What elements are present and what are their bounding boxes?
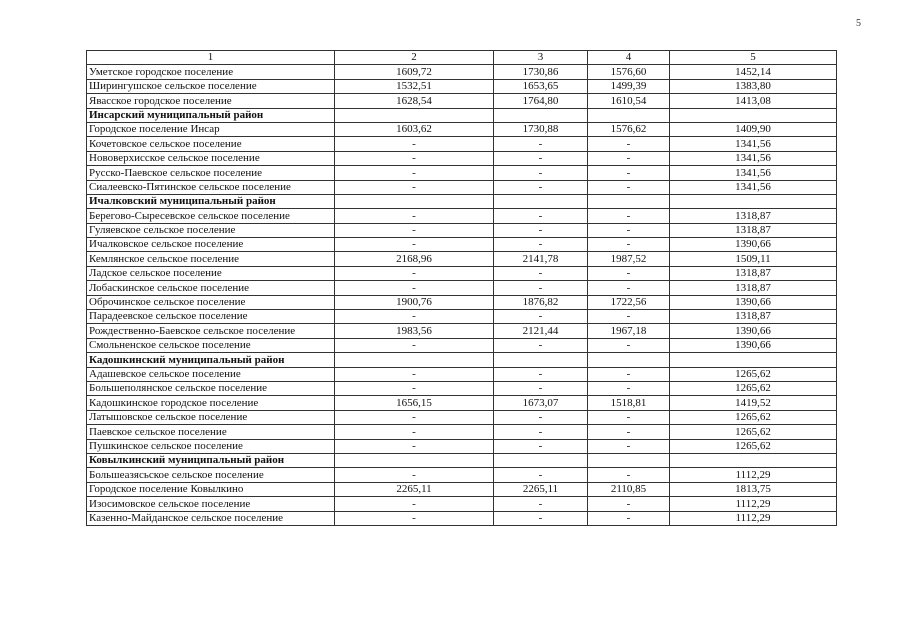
value-cell-c4 [588, 353, 670, 367]
value-cell-c5: 1452,14 [670, 65, 837, 79]
value-cell-c2: - [335, 468, 494, 482]
table-row [87, 281, 837, 295]
value-cell-c2: 1628,54 [335, 94, 494, 108]
table-row [87, 310, 837, 324]
value-cell-c4: - [588, 497, 670, 511]
value-cell-c2: - [335, 209, 494, 223]
value-cell-c3: - [494, 410, 588, 424]
value-cell-c3: - [494, 439, 588, 453]
settlement-name-cell: Большеполянское сельское поселение [87, 381, 335, 395]
value-cell-c3 [494, 453, 588, 467]
settlement-name-cell: Казенно-Майданское сельское поселение [87, 511, 335, 525]
value-cell-c4: 1499,39 [588, 79, 670, 93]
value-cell-c3: - [494, 223, 588, 237]
value-cell-c4: - [588, 338, 670, 352]
value-cell-c3: 1730,88 [494, 122, 588, 136]
value-cell-c3: - [494, 425, 588, 439]
value-cell-c4: - [588, 381, 670, 395]
settlement-name-cell: Берегово-Сыресевское сельское поселение [87, 209, 335, 223]
value-cell-c5: 1265,62 [670, 425, 837, 439]
table-row [87, 166, 837, 180]
value-cell-c5: 1390,66 [670, 295, 837, 309]
settlement-name-cell: Пушкинское сельское поселение [87, 439, 335, 453]
value-cell-c4: - [588, 310, 670, 324]
table-row [87, 180, 837, 194]
table-row [87, 439, 837, 453]
value-cell-c2: - [335, 266, 494, 280]
value-cell-c5: 1318,87 [670, 209, 837, 223]
header-cell: 5 [670, 51, 837, 65]
table-row [87, 209, 837, 223]
value-cell-c5: 1341,56 [670, 137, 837, 151]
table-row [87, 94, 837, 108]
district-name-cell: Кадошкинский муниципальный район [87, 353, 335, 367]
value-cell-c5: 1265,62 [670, 381, 837, 395]
value-cell-c3: 1673,07 [494, 396, 588, 410]
settlement-name-cell: Явасское городское поселение [87, 94, 335, 108]
value-cell-c5: 1112,29 [670, 511, 837, 525]
value-cell-c4: - [588, 281, 670, 295]
value-cell-c3: - [494, 209, 588, 223]
value-cell-c4: 1722,56 [588, 295, 670, 309]
table-row [87, 238, 837, 252]
value-cell-c3: - [494, 266, 588, 280]
value-cell-c3 [494, 353, 588, 367]
value-cell-c5 [670, 453, 837, 467]
value-cell-c3 [494, 194, 588, 208]
table-row [87, 468, 837, 482]
value-cell-c4: - [588, 367, 670, 381]
value-cell-c2 [335, 353, 494, 367]
settlement-name-cell: Смольненское сельское поселение [87, 338, 335, 352]
value-cell-c4: - [588, 209, 670, 223]
settlement-name-cell: Ширингушское сельское поселение [87, 79, 335, 93]
value-cell-c2: - [335, 151, 494, 165]
value-cell-c3: 1764,80 [494, 94, 588, 108]
value-cell-c5: 1341,56 [670, 166, 837, 180]
value-cell-c2: - [335, 223, 494, 237]
settlement-name-cell: Гуляевское сельское поселение [87, 223, 335, 237]
value-cell-c5: 1112,29 [670, 468, 837, 482]
value-cell-c4: 1610,54 [588, 94, 670, 108]
value-cell-c4 [588, 194, 670, 208]
value-cell-c3: - [494, 238, 588, 252]
value-cell-c3: - [494, 281, 588, 295]
value-cell-c4: - [588, 223, 670, 237]
table-row [87, 79, 837, 93]
value-cell-c5: 1413,08 [670, 94, 837, 108]
table-row [87, 122, 837, 136]
value-cell-c3: - [494, 338, 588, 352]
value-cell-c2: - [335, 166, 494, 180]
settlement-name-cell: Русско-Паевское сельское поселение [87, 166, 335, 180]
value-cell-c2: 1900,76 [335, 295, 494, 309]
settlement-name-cell: Парадеевское сельское поселение [87, 310, 335, 324]
district-row [87, 453, 837, 467]
value-cell-c4: 1967,18 [588, 324, 670, 338]
value-cell-c5: 1318,87 [670, 310, 837, 324]
value-cell-c2: - [335, 439, 494, 453]
value-cell-c2: - [335, 281, 494, 295]
value-cell-c5: 1419,52 [670, 396, 837, 410]
value-cell-c2: - [335, 410, 494, 424]
district-name-cell: Ичалковский муниципальный район [87, 194, 335, 208]
settlement-name-cell: Паевское сельское поселение [87, 425, 335, 439]
tariff-table [86, 50, 837, 526]
value-cell-c4: - [588, 410, 670, 424]
value-cell-c4: - [588, 180, 670, 194]
value-cell-c5: 1390,66 [670, 324, 837, 338]
table-row [87, 511, 837, 525]
value-cell-c3: 1730,86 [494, 65, 588, 79]
value-cell-c4: 1576,60 [588, 65, 670, 79]
value-cell-c2: - [335, 425, 494, 439]
table-row [87, 381, 837, 395]
value-cell-c4: - [588, 468, 670, 482]
value-cell-c3: 1876,82 [494, 295, 588, 309]
table-row [87, 266, 837, 280]
value-cell-c2: - [335, 338, 494, 352]
value-cell-c2: 2168,96 [335, 252, 494, 266]
value-cell-c3: - [494, 151, 588, 165]
value-cell-c3: 2265,11 [494, 482, 588, 496]
value-cell-c5: 1265,62 [670, 367, 837, 381]
settlement-name-cell: Кочетовское сельское поселение [87, 137, 335, 151]
settlement-name-cell: Изосимовское сельское поселение [87, 497, 335, 511]
settlement-name-cell: Сиалеевско-Пятинское сельское поселение [87, 180, 335, 194]
value-cell-c2: - [335, 497, 494, 511]
value-cell-c4 [588, 108, 670, 122]
value-cell-c3: 2141,78 [494, 252, 588, 266]
settlement-name-cell: Уметское городское поселение [87, 65, 335, 79]
value-cell-c3: - [494, 166, 588, 180]
value-cell-c2: - [335, 180, 494, 194]
value-cell-c3: - [494, 310, 588, 324]
value-cell-c2: 1609,72 [335, 65, 494, 79]
value-cell-c3: - [494, 367, 588, 381]
settlement-name-cell: Рождественно-Баевское сельское поселение [87, 324, 335, 338]
settlement-name-cell: Кадошкинское городское поселение [87, 396, 335, 410]
value-cell-c2: 2265,11 [335, 482, 494, 496]
value-cell-c2: - [335, 238, 494, 252]
district-row [87, 353, 837, 367]
header-cell: 1 [87, 51, 335, 65]
table-header-row [87, 51, 837, 65]
table-row [87, 151, 837, 165]
value-cell-c5: 1341,56 [670, 180, 837, 194]
value-cell-c4: - [588, 266, 670, 280]
settlement-name-cell: Городское поселение Ковылкино [87, 482, 335, 496]
settlement-name-cell: Адашевское сельское поселение [87, 367, 335, 381]
settlement-name-cell: Лобаскинское сельское поселение [87, 281, 335, 295]
value-cell-c2: 1603,62 [335, 122, 494, 136]
value-cell-c2: 1532,51 [335, 79, 494, 93]
value-cell-c2: - [335, 367, 494, 381]
value-cell-c3: - [494, 137, 588, 151]
value-cell-c5 [670, 194, 837, 208]
value-cell-c2: 1983,56 [335, 324, 494, 338]
value-cell-c3: - [494, 511, 588, 525]
value-cell-c3: 1653,65 [494, 79, 588, 93]
table-row [87, 65, 837, 79]
value-cell-c4 [588, 453, 670, 467]
table-row [87, 396, 837, 410]
value-cell-c5: 1409,90 [670, 122, 837, 136]
district-name-cell: Инсарский муниципальный район [87, 108, 335, 122]
value-cell-c4: - [588, 137, 670, 151]
value-cell-c3: - [494, 180, 588, 194]
settlement-name-cell: Оброчинское сельское поселение [87, 295, 335, 309]
value-cell-c5: 1318,87 [670, 223, 837, 237]
value-cell-c5: 1813,75 [670, 482, 837, 496]
value-cell-c5: 1383,80 [670, 79, 837, 93]
settlement-name-cell: Нововерхисское сельское поселение [87, 151, 335, 165]
table-row [87, 137, 837, 151]
value-cell-c5: 1509,11 [670, 252, 837, 266]
settlement-name-cell: Ичалковское сельское поселение [87, 238, 335, 252]
value-cell-c4: - [588, 425, 670, 439]
value-cell-c2 [335, 453, 494, 467]
value-cell-c3: - [494, 497, 588, 511]
settlement-name-cell: Латышовское сельское поселение [87, 410, 335, 424]
value-cell-c4: - [588, 151, 670, 165]
value-cell-c2 [335, 108, 494, 122]
value-cell-c5: 1318,87 [670, 266, 837, 280]
value-cell-c5: 1265,62 [670, 439, 837, 453]
table-row [87, 223, 837, 237]
settlement-name-cell: Городское поселение Инсар [87, 122, 335, 136]
value-cell-c4: - [588, 511, 670, 525]
value-cell-c2 [335, 194, 494, 208]
value-cell-c4: 1518,81 [588, 396, 670, 410]
value-cell-c4: - [588, 166, 670, 180]
settlement-name-cell: Большеазясьское сельское поселение [87, 468, 335, 482]
settlement-name-cell: Кемлянское сельское поселение [87, 252, 335, 266]
value-cell-c3: - [494, 381, 588, 395]
district-row [87, 194, 837, 208]
value-cell-c5: 1112,29 [670, 497, 837, 511]
table-row [87, 482, 837, 496]
table-row [87, 497, 837, 511]
value-cell-c4: 1987,52 [588, 252, 670, 266]
value-cell-c2: - [335, 137, 494, 151]
value-cell-c4: 1576,62 [588, 122, 670, 136]
value-cell-c5: 1265,62 [670, 410, 837, 424]
value-cell-c3 [494, 108, 588, 122]
value-cell-c2: - [335, 511, 494, 525]
table-row [87, 425, 837, 439]
value-cell-c5: 1390,66 [670, 338, 837, 352]
value-cell-c2: - [335, 310, 494, 324]
value-cell-c5: 1341,56 [670, 151, 837, 165]
value-cell-c5: 1318,87 [670, 281, 837, 295]
header-cell: 2 [335, 51, 494, 65]
value-cell-c5 [670, 108, 837, 122]
value-cell-c3: - [494, 468, 588, 482]
table-row [87, 324, 837, 338]
page-number: 5 [856, 18, 861, 29]
table-row [87, 252, 837, 266]
table-row [87, 338, 837, 352]
table-row [87, 295, 837, 309]
value-cell-c4: 2110,85 [588, 482, 670, 496]
value-cell-c4: - [588, 238, 670, 252]
settlement-name-cell: Ладское сельское поселение [87, 266, 335, 280]
value-cell-c2: 1656,15 [335, 396, 494, 410]
header-cell: 4 [588, 51, 670, 65]
value-cell-c5 [670, 353, 837, 367]
table-row [87, 367, 837, 381]
value-cell-c2: - [335, 381, 494, 395]
value-cell-c4: - [588, 439, 670, 453]
header-cell: 3 [494, 51, 588, 65]
district-name-cell: Ковылкинский муниципальный район [87, 453, 335, 467]
value-cell-c3: 2121,44 [494, 324, 588, 338]
value-cell-c5: 1390,66 [670, 238, 837, 252]
district-row [87, 108, 837, 122]
table-row [87, 410, 837, 424]
